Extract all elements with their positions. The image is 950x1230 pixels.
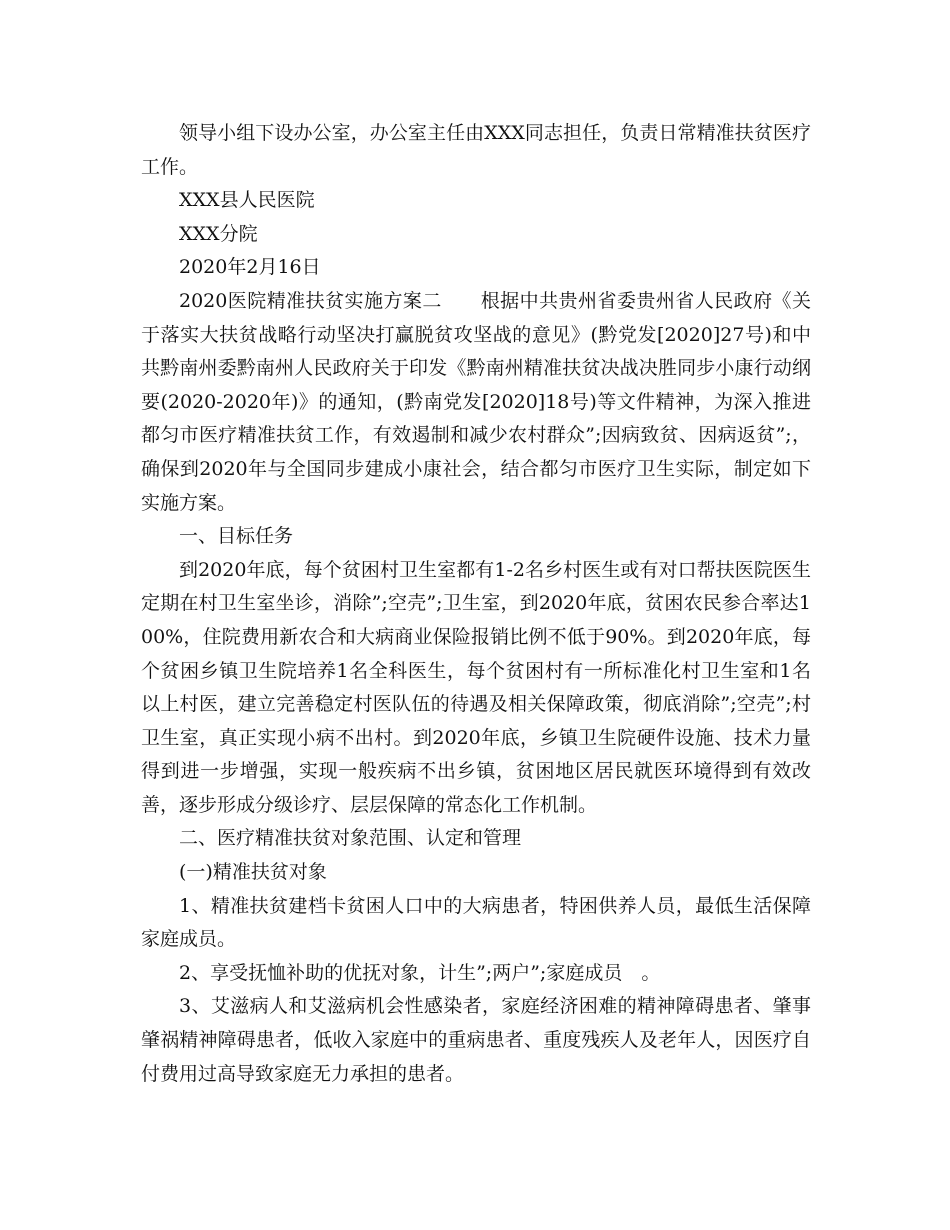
signature-branch: XXX分院	[179, 222, 258, 245]
paragraph-plan-intro: 2020医院精准扶贫实施方案二 根据中共贵州省委贵州省人民政府《关于落实大扶贫战略行动坚决打赢脱贫攻坚战的意见》(黔党发[2020]27号)和中共黔南州委黔南州人民政府关于印发《黔南州精准扶贫决战决胜同步小康行动纲要(2020-2020年)》的通知，(黔南党发[2020]18号)等文件精神，为深入推进都匀市医疗精准扶贫工作，有效遏制和减少农村群众”;因病致贫、因病返贫”;，确保到2020年与全国同步建成小康社会，结合都匀市医疗卫生实际，制定如下实施方案。	[141, 289, 811, 514]
list-item-3: 3、艾滋病人和艾滋病机会性感染者，家庭经济困难的精神障碍患者、肇事肇祸精神障碍患者，低收入家庭中的重病患者、重度残疾人及老年人，因医疗自付费用过高导致家庭无力承担的患者。	[141, 995, 811, 1085]
subheading-targets: (一)精准扶贫对象	[179, 861, 327, 884]
heading-goals: 一、目标任务	[179, 525, 294, 548]
document-body	[141, 117, 811, 1091]
paragraph-office-setup: 领导小组下设办公室，办公室主任由XXX同志担任，负责日常精准扶贫医疗工作。	[141, 122, 811, 178]
paragraph-goals: 到2020年底，每个贫困村卫生室都有1-2名乡村医生或有对口帮扶医院医生定期在村卫生室坐诊，消除”;空壳”;卫生室，到2020年底，贫困农民参合率达100%，住院费用新农合和大病商业保险报销比例不低于90%。到2020年底，每个贫困乡镇卫生院培养1名全科医生，每个贫困村有一所标准化村卫生室和1名以上村医，建立完善稳定村医队伍的待遇及相关保障政策，彻底消除”;空壳”;村卫生室，真正实现小病不出村。到2020年底，乡镇卫生院硬件设施、技术力量得到进一步增强，实现一般疾病不出乡镇，贫困地区居民就医环境得到有效改善，逐步形成分级诊疗、层层保障的常态化工作机制。	[141, 558, 811, 816]
list-item-1: 1、精准扶贫建档卡贫困人口中的大病患者，特困供养人员，最低生活保障家庭成员。	[141, 894, 811, 951]
list-item-2: 2、享受抚恤补助的优抚对象，计生”;两户”;家庭成员 。	[179, 961, 661, 984]
heading-scope: 二、医疗精准扶贫对象范围、认定和管理	[179, 827, 522, 850]
signature-hospital: XXX县人民医院	[179, 189, 315, 212]
signature-date: 2020年2月16日	[179, 256, 321, 279]
